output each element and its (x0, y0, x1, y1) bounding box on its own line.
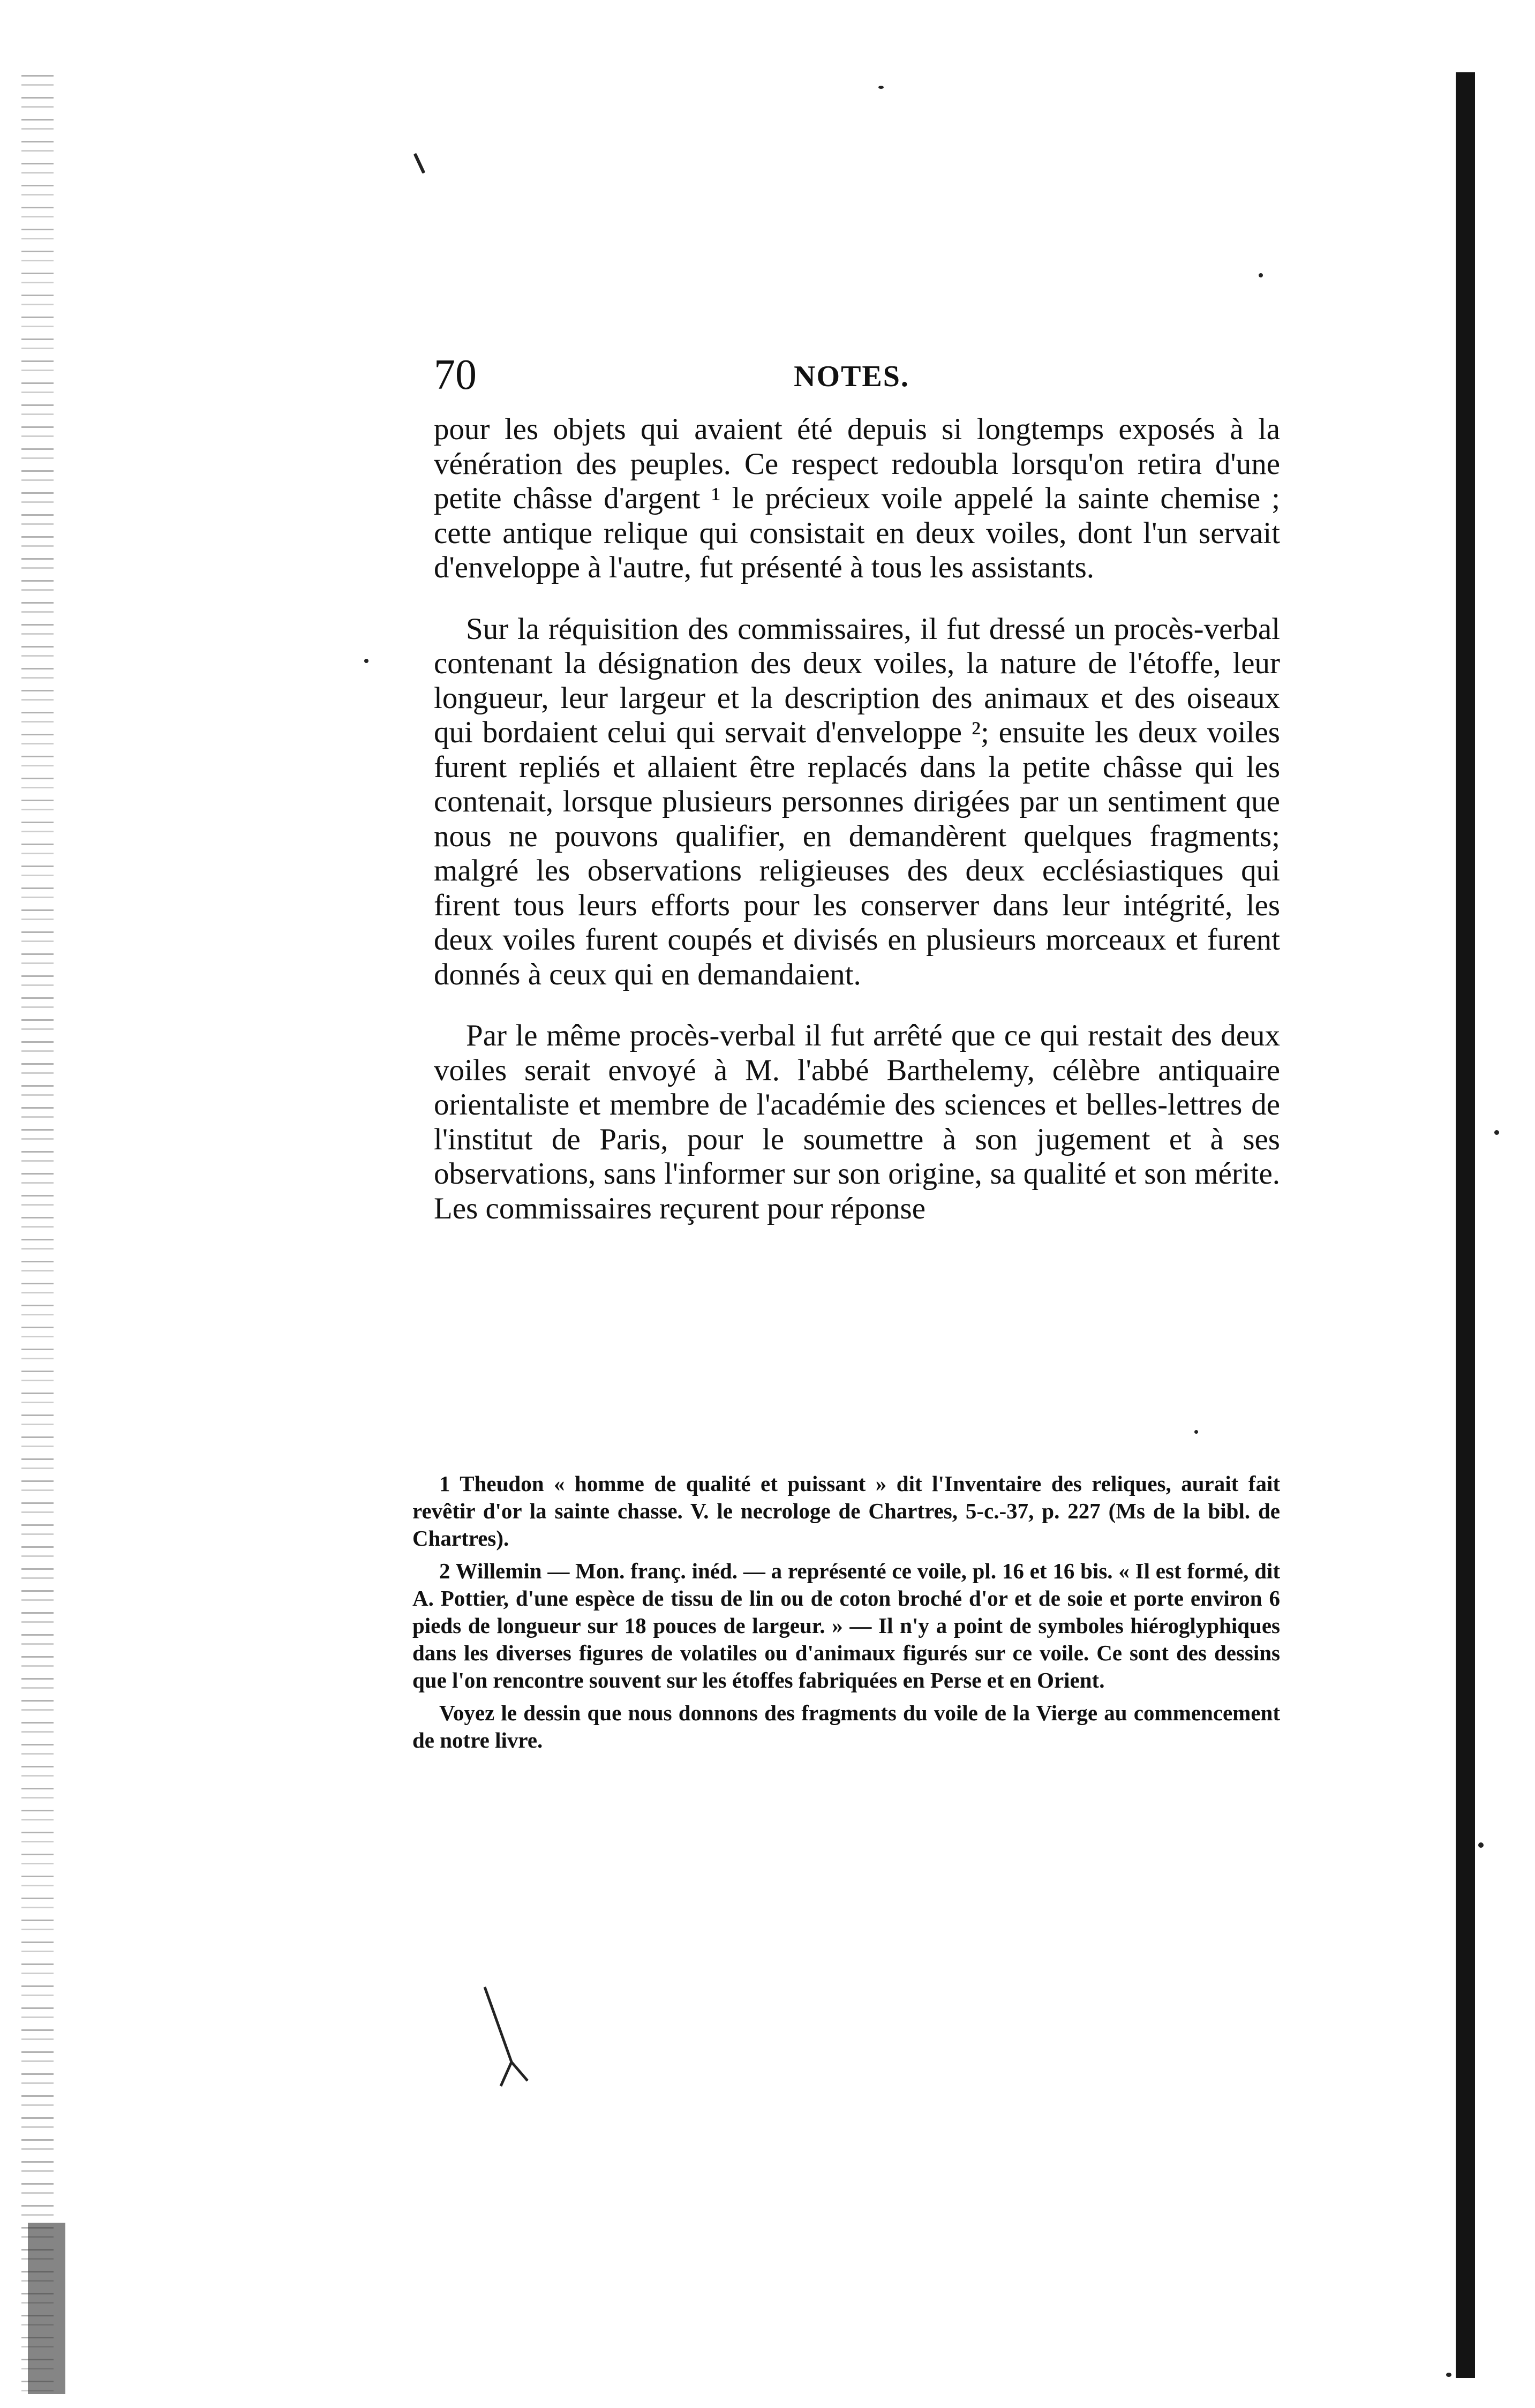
scan-edge-bar (1456, 72, 1475, 2378)
footnote: Voyez le dessin que nous donnons des fragments du voile de la Vierge au commencement de notre livre. (412, 1700, 1280, 1752)
footnote: 1 Theudon « homme de qualité et puissant » dit l'Inventaire des reliques, aurait fait revêtir d'or la sainte chasse. V. le necrologe de Chartres, 5-c.-37, p. 227 (Ms de la bibl. de Chartres). (412, 1471, 1280, 1551)
scan-speck (878, 86, 884, 89)
paragraph: Par le même procès-verbal il fut arrêté que ce qui restait des deux voiles serait envoyé à M. l'abbé Barthelemy, célèbre antiquaire orientaliste et membre de l'académie des sciences et belles-lettres de l'institut de Paris, pour le soumettre à son jugement et à ses observations, sans l'informer sur son origine, sa qualité et son mérite. Les commissaires reçurent pour réponse (434, 1019, 1280, 1225)
footnotes (412, 1470, 1280, 1759)
scan-speck (413, 153, 425, 174)
scan-speck (1194, 1430, 1198, 1434)
scan-margin-shadow (28, 2223, 65, 2394)
scan-pencil-mark (479, 1982, 533, 2094)
page-number: 70 (434, 351, 477, 398)
paragraph: Sur la réquisition des commissaires, il fut dressé un procès-verbal contenant la désignation des deux voiles, la nature de l'étoffe, leur longueur, leur largeur et la description des animaux et des oiseaux qui bordaient celui qui servait d'enveloppe ²; ensuite les deux voiles furent repliés et allaient être replacés dans la petite châsse qui les contenait, lorsque plusieurs personnes dirigées par un sentiment que nous ne pouvons qualifier, en demandèrent quelques fragments; malgré les observations religieuses des deux ecclésiastiques qui firent tous leurs efforts pour les conserver dans leur intégrité, les deux voiles furent coupés et divisés en plusieurs morceaux et furent donnés à ceux qui en demandaient. (434, 612, 1280, 991)
paragraph: pour les objets qui avaient été depuis si longtemps exposés à la vénération des peuples. Ce respect redoubla lorsqu'on retira d'une petite châsse d'argent ¹ le précieux voile appelé la sainte chemise ; cette antique relique qui consistait en deux voiles, dont l'un servait d'enveloppe à l'autre, fut présenté à tous les assistants. (434, 412, 1280, 584)
scan-margin-noise (21, 75, 54, 2394)
scan-speck (1259, 273, 1263, 277)
scan-speck (1494, 1130, 1499, 1135)
scan-speck (364, 659, 368, 663)
running-title: NOTES. (794, 360, 909, 393)
scan-speck (1446, 2373, 1451, 2377)
body-text (434, 412, 1280, 1226)
footnote: 2 Willemin — Mon. franç. inéd. — a représenté ce voile, pl. 16 et 16 bis. « Il est formé, dit A. Pottier, d'une espèce de tissu de lin ou de coton broché d'or et de soie et porte environ 6 pieds de longueur sur 18 pouces de largeur. » — Il n'y a point de symboles hiéroglyphiques dans les diverses figures de volatiles ou d'animaux figurés sur ce voile. Ce sont des dessins que l'on rencontre souvent sur les étoffes fabriquées en Perse et en Orient. (412, 1559, 1280, 1692)
page-header (434, 351, 1269, 399)
scan-speck (1478, 1842, 1484, 1848)
